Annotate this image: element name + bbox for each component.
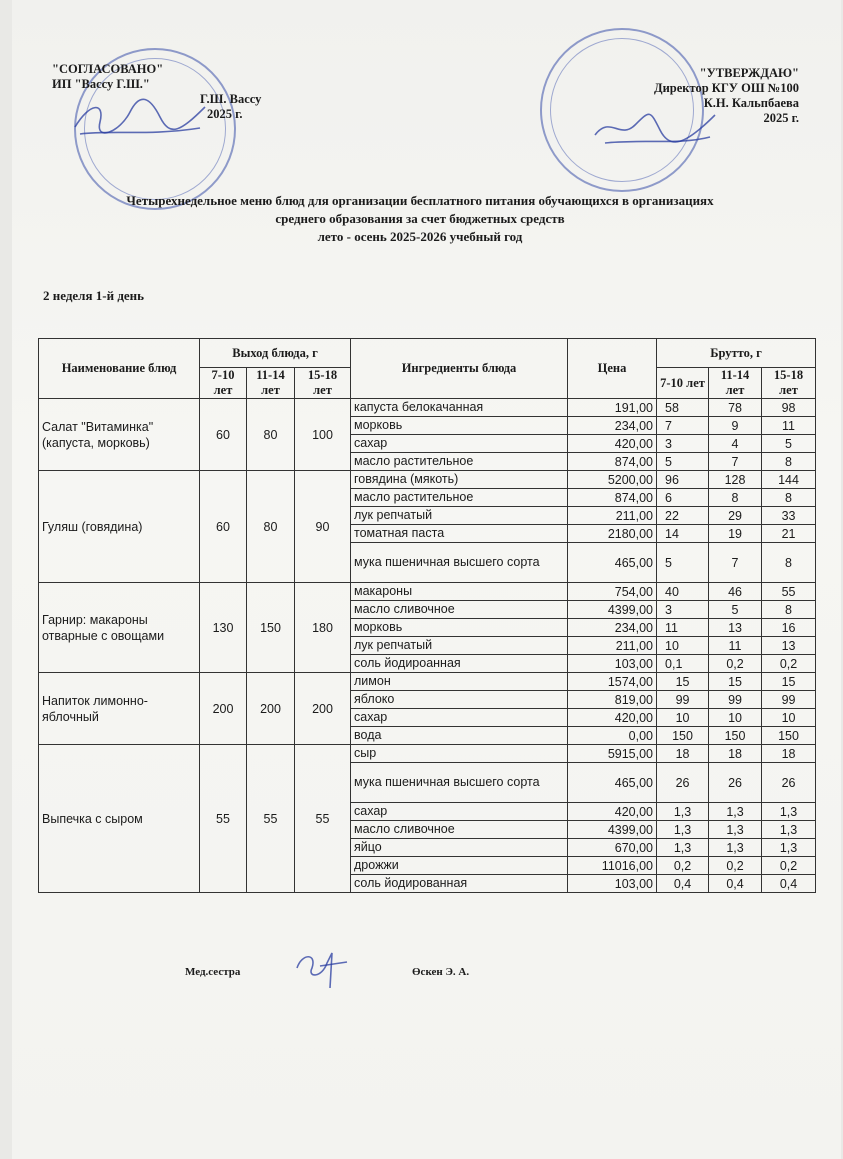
ingredient-brutto-7-10: 0,1	[657, 655, 709, 673]
table-row	[39, 471, 816, 489]
dish-yield-11-14: 150	[247, 583, 295, 673]
dish-yield-11-14: 80	[247, 399, 295, 471]
ingredient-brutto-7-10: 15	[657, 673, 709, 691]
approve-signer: К.Н. Кальпбаева	[703, 96, 799, 110]
ingredient-name: мука пшеничная высшего сорта	[351, 543, 568, 583]
dish-yield-11-14: 55	[247, 745, 295, 893]
ingredient-brutto-15-18: 26	[762, 763, 816, 803]
ingredient-brutto-15-18: 13	[762, 637, 816, 655]
ingredient-brutto-15-18: 18	[762, 745, 816, 763]
dish-yield-7-10: 55	[200, 745, 247, 893]
ingredient-brutto-7-10: 18	[657, 745, 709, 763]
ingredient-brutto-11-14: 15	[709, 673, 762, 691]
ingredient-brutto-15-18: 21	[762, 525, 816, 543]
dish-yield-7-10: 60	[200, 399, 247, 471]
ingredient-brutto-11-14: 78	[709, 399, 762, 417]
ingredient-brutto-11-14: 7	[709, 453, 762, 471]
document-title	[40, 192, 800, 246]
approval-block-right	[654, 66, 799, 126]
ingredient-price: 5200,00	[568, 471, 657, 489]
ingredient-brutto-11-14: 9	[709, 417, 762, 435]
ingredient-price: 465,00	[568, 763, 657, 803]
ingredient-name: говядина (мякоть)	[351, 471, 568, 489]
ingredient-name: лук репчатый	[351, 637, 568, 655]
ingredient-brutto-7-10: 58	[657, 399, 709, 417]
ingredient-price: 211,00	[568, 507, 657, 525]
ingredient-brutto-11-14: 128	[709, 471, 762, 489]
signature-nurse	[292, 948, 352, 990]
ingredient-brutto-15-18: 150	[762, 727, 816, 745]
ingredient-price: 874,00	[568, 453, 657, 471]
ingredient-name: капуста белокачанная	[351, 399, 568, 417]
ingredient-name: масло сливочное	[351, 601, 568, 619]
ingredient-brutto-15-18: 11	[762, 417, 816, 435]
ingredient-brutto-11-14: 11	[709, 637, 762, 655]
ingredient-price: 874,00	[568, 489, 657, 507]
ingredient-price: 2180,00	[568, 525, 657, 543]
ingredient-brutto-15-18: 55	[762, 583, 816, 601]
ingredient-price: 4399,00	[568, 821, 657, 839]
ingredient-brutto-11-14: 150	[709, 727, 762, 745]
ingredient-name: соль йодированная	[351, 875, 568, 893]
ingredient-brutto-7-10: 1,3	[657, 803, 709, 821]
title-line-1: Четырехнедельное меню блюд для организации бесплатного питания обучающихся в организациях	[126, 193, 714, 208]
ingredient-brutto-7-10: 22	[657, 507, 709, 525]
ingredient-brutto-11-14: 10	[709, 709, 762, 727]
header-brutto: Брутто, г	[657, 339, 816, 368]
approval-heading: "СОГЛАСОВАНО"	[52, 62, 164, 76]
ingredient-name: вода	[351, 727, 568, 745]
approval-org: ИП "Вассу Г.Ш."	[52, 77, 150, 91]
week-day-label: 2 неделя 1-й день	[43, 288, 145, 303]
ingredient-brutto-15-18: 8	[762, 601, 816, 619]
ingredient-price: 754,00	[568, 583, 657, 601]
ingredient-name: лук репчатый	[351, 507, 568, 525]
ingredient-brutto-7-10: 5	[657, 543, 709, 583]
ingredient-brutto-7-10: 3	[657, 435, 709, 453]
approval-signer: Г.Ш. Вассу	[200, 92, 262, 106]
ingredient-brutto-7-10: 96	[657, 471, 709, 489]
menu-table	[38, 338, 816, 893]
ingredient-name: морковь	[351, 417, 568, 435]
ingredient-brutto-7-10: 1,3	[657, 821, 709, 839]
ingredient-brutto-11-14: 7	[709, 543, 762, 583]
menu-table-body	[39, 399, 816, 893]
ingredient-price: 819,00	[568, 691, 657, 709]
dish-name: Напиток лимонно-яблочный	[39, 673, 200, 745]
header-dish-name: Наименование блюд	[39, 339, 200, 399]
header-yield: Выход блюда, г	[200, 339, 351, 368]
ingredient-price: 234,00	[568, 619, 657, 637]
nurse-name: Өскен Э. А.	[412, 966, 470, 978]
ingredient-brutto-7-10: 3	[657, 601, 709, 619]
ingredient-price: 420,00	[568, 803, 657, 821]
ingredient-brutto-7-10: 6	[657, 489, 709, 507]
header-brutto-age-15-18: 15-18 лет	[762, 368, 816, 399]
header-yield-age-15-18: 15-18 лет	[295, 368, 351, 399]
ingredient-brutto-11-14: 0,2	[709, 857, 762, 875]
ingredient-price: 191,00	[568, 399, 657, 417]
ingredient-brutto-11-14: 1,3	[709, 821, 762, 839]
ingredient-brutto-11-14: 5	[709, 601, 762, 619]
ingredient-brutto-7-10: 11	[657, 619, 709, 637]
ingredient-name: масло растительное	[351, 453, 568, 471]
ingredient-price: 420,00	[568, 435, 657, 453]
ingredient-brutto-15-18: 15	[762, 673, 816, 691]
ingredient-price: 1574,00	[568, 673, 657, 691]
ingredient-brutto-11-14: 19	[709, 525, 762, 543]
ingredient-price: 234,00	[568, 417, 657, 435]
header-price: Цена	[568, 339, 657, 399]
ingredient-name: сахар	[351, 803, 568, 821]
approve-heading: "УТВЕРЖДАЮ"	[699, 66, 799, 80]
ingredient-brutto-11-14: 0,4	[709, 875, 762, 893]
ingredient-price: 465,00	[568, 543, 657, 583]
ingredient-brutto-7-10: 99	[657, 691, 709, 709]
ingredient-brutto-11-14: 1,3	[709, 803, 762, 821]
ingredient-name: сыр	[351, 745, 568, 763]
dish-name: Гарнир: макароны отварные с овощами	[39, 583, 200, 673]
ingredient-brutto-15-18: 10	[762, 709, 816, 727]
ingredient-brutto-15-18: 33	[762, 507, 816, 525]
dish-yield-7-10: 200	[200, 673, 247, 745]
ingredient-price: 211,00	[568, 637, 657, 655]
table-row	[39, 399, 816, 417]
ingredient-brutto-15-18: 99	[762, 691, 816, 709]
ingredient-brutto-15-18: 144	[762, 471, 816, 489]
title-line-3: лето - осень 2025-2026 учебный год	[317, 229, 523, 244]
ingredient-brutto-11-14: 99	[709, 691, 762, 709]
ingredient-brutto-15-18: 8	[762, 543, 816, 583]
ingredient-brutto-15-18: 0,2	[762, 857, 816, 875]
dish-yield-15-18: 180	[295, 583, 351, 673]
dish-yield-15-18: 90	[295, 471, 351, 583]
ingredient-price: 103,00	[568, 655, 657, 673]
ingredient-brutto-7-10: 0,2	[657, 857, 709, 875]
nurse-label: Мед.сестра	[185, 966, 241, 978]
ingredient-brutto-11-14: 46	[709, 583, 762, 601]
ingredient-brutto-11-14: 8	[709, 489, 762, 507]
approval-block-left	[52, 62, 261, 122]
ingredient-brutto-11-14: 1,3	[709, 839, 762, 857]
dish-yield-11-14: 80	[247, 471, 295, 583]
approval-year: 2025 г.	[207, 107, 243, 121]
ingredient-brutto-7-10: 40	[657, 583, 709, 601]
ingredient-name: макароны	[351, 583, 568, 601]
approve-year: 2025 г.	[763, 111, 799, 125]
dish-yield-7-10: 60	[200, 471, 247, 583]
ingredient-brutto-15-18: 98	[762, 399, 816, 417]
ingredient-name: масло растительное	[351, 489, 568, 507]
dish-yield-11-14: 200	[247, 673, 295, 745]
ingredient-brutto-7-10: 10	[657, 709, 709, 727]
ingredient-brutto-11-14: 13	[709, 619, 762, 637]
ingredient-brutto-15-18: 1,3	[762, 821, 816, 839]
dish-yield-7-10: 130	[200, 583, 247, 673]
ingredient-brutto-11-14: 0,2	[709, 655, 762, 673]
ingredient-brutto-15-18: 5	[762, 435, 816, 453]
table-row	[39, 673, 816, 691]
table-row	[39, 745, 816, 763]
ingredient-brutto-7-10: 150	[657, 727, 709, 745]
ingredient-brutto-7-10: 26	[657, 763, 709, 803]
ingredient-name: дрожжи	[351, 857, 568, 875]
ingredient-brutto-15-18: 1,3	[762, 803, 816, 821]
ingredient-name: соль йодироанная	[351, 655, 568, 673]
ingredient-name: яблоко	[351, 691, 568, 709]
ingredient-brutto-15-18: 0,4	[762, 875, 816, 893]
ingredient-name: сахар	[351, 435, 568, 453]
ingredient-brutto-7-10: 10	[657, 637, 709, 655]
approve-position: Директор КГУ ОШ №100	[653, 81, 799, 95]
ingredient-price: 103,00	[568, 875, 657, 893]
ingredient-brutto-7-10: 0,4	[657, 875, 709, 893]
ingredient-brutto-7-10: 7	[657, 417, 709, 435]
header-yield-age-11-14: 11-14 лет	[247, 368, 295, 399]
header-brutto-age-11-14: 11-14 лет	[709, 368, 762, 399]
header-yield-age-7-10: 7-10 лет	[200, 368, 247, 399]
ingredient-price: 5915,00	[568, 745, 657, 763]
dish-yield-15-18: 100	[295, 399, 351, 471]
ingredient-price: 0,00	[568, 727, 657, 745]
ingredient-price: 420,00	[568, 709, 657, 727]
ingredient-name: томатная паста	[351, 525, 568, 543]
ingredient-name: яйцо	[351, 839, 568, 857]
dish-name: Гуляш (говядина)	[39, 471, 200, 583]
ingredient-brutto-11-14: 26	[709, 763, 762, 803]
ingredient-brutto-7-10: 1,3	[657, 839, 709, 857]
ingredient-brutto-15-18: 0,2	[762, 655, 816, 673]
table-row	[39, 583, 816, 601]
ingredient-brutto-11-14: 4	[709, 435, 762, 453]
ingredient-price: 11016,00	[568, 857, 657, 875]
ingredient-brutto-15-18: 16	[762, 619, 816, 637]
ingredient-name: морковь	[351, 619, 568, 637]
ingredient-price: 670,00	[568, 839, 657, 857]
ingredient-name: лимон	[351, 673, 568, 691]
header-brutto-age-7-10: 7-10 лет	[657, 368, 709, 399]
ingredient-brutto-7-10: 14	[657, 525, 709, 543]
dish-name: Салат "Витаминка" (капуста, морковь)	[39, 399, 200, 471]
ingredient-price: 4399,00	[568, 601, 657, 619]
title-line-2: среднего образования за счет бюджетных средств	[275, 211, 565, 226]
dish-name: Выпечка с сыром	[39, 745, 200, 893]
ingredient-brutto-11-14: 18	[709, 745, 762, 763]
dish-yield-15-18: 200	[295, 673, 351, 745]
ingredient-name: масло сливочное	[351, 821, 568, 839]
ingredient-name: мука пшеничная высшего сорта	[351, 763, 568, 803]
ingredient-brutto-15-18: 8	[762, 489, 816, 507]
ingredient-name: сахар	[351, 709, 568, 727]
header-ingredients: Ингредиенты блюда	[351, 339, 568, 399]
dish-yield-15-18: 55	[295, 745, 351, 893]
ingredient-brutto-15-18: 1,3	[762, 839, 816, 857]
ingredient-brutto-7-10: 5	[657, 453, 709, 471]
ingredient-brutto-15-18: 8	[762, 453, 816, 471]
ingredient-brutto-11-14: 29	[709, 507, 762, 525]
